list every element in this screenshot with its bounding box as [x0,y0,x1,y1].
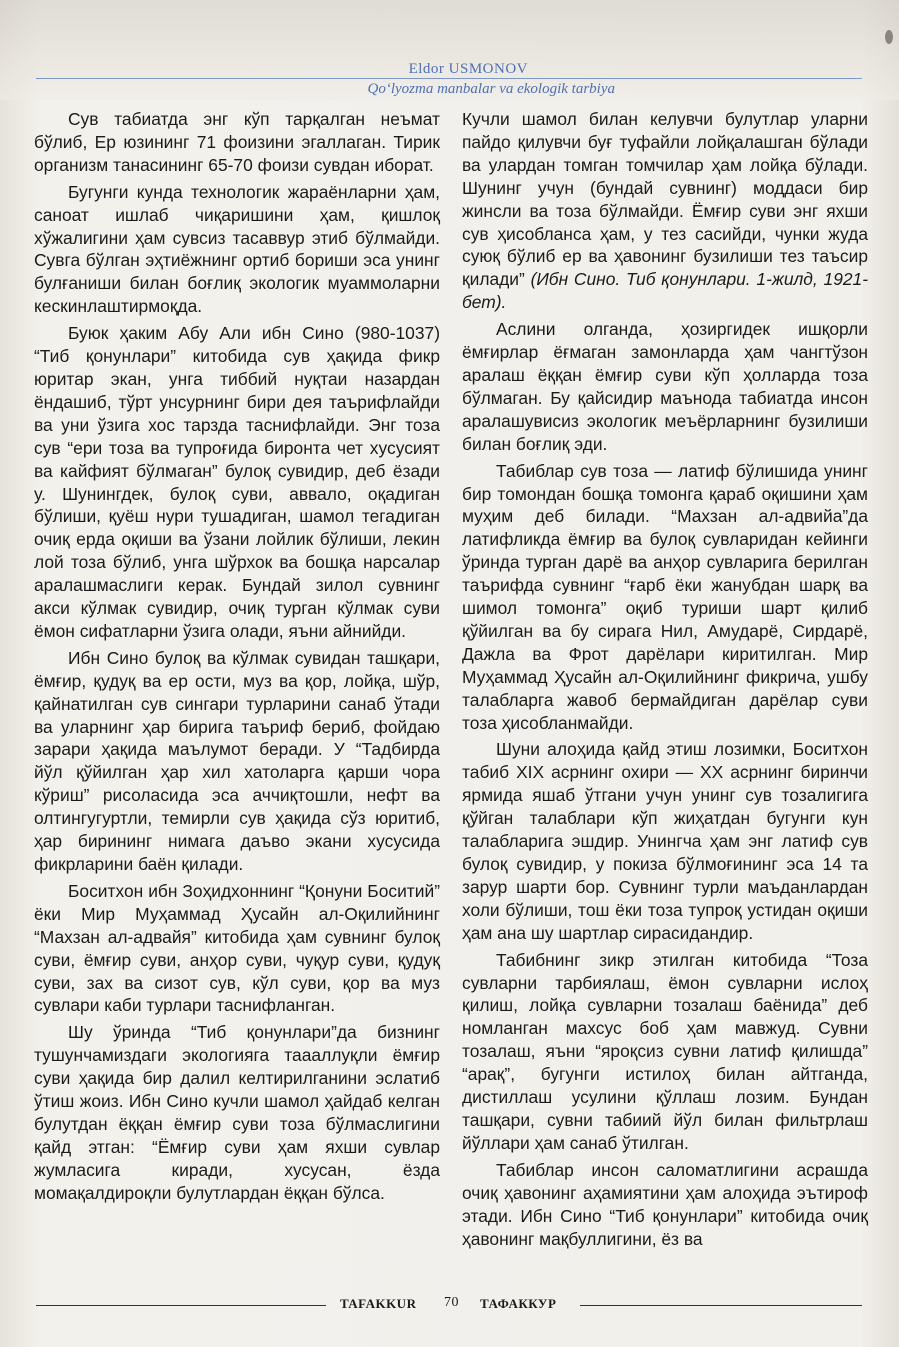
author-name: Eldor USMONOV [408,61,528,77]
paragraph: Табиблар инсон саломатлигини асрашда очиқ ҳавонинг аҳамиятини ҳам алоҳида эътироф этади. Ибн Сино “Тиб қонунлари” китобида очиқ ҳавонинг мақбуллигини, ёз ва [462,1159,868,1249]
paragraph: Буюк ҳаким Абу Али ибн Сино (980-1037) “Тиб қонунлари” китобида сув ҳақида фикр юритар экан, унга тиббий нуқтаи назардан ёндашиб, тўрт унсурнинг бири дея таърифлайди ва уни ўзига хос тарзда таснифлайди. Энг тоза сув “ери тоза ва тупроғида биронта чет хусусият ва кайфият бўлмаган” булоқ сувидир, деб ёзади у. Шунингдек, булоқ суви, аввало, оқадиган бўлиши, қуёш нури тушадиган, шамол тегадиган очиқ ерда оқиши ва ўзани лойлик бўлиши, лекин лой тоза бўлиб, унга шўрхок ва бошқа нарсалар аралашмаслиги керак. Бундай зилол сувнинг акси кўлмак сувидир, очиқ турган кўлмак суви ёмон сифатларни ўзига олади, яъни айнийди. [34,323,440,641]
footer-label-cyrillic: ТАФАККУР [480,1296,557,1311]
running-head [0,60,860,78]
paragraph: Шуни алоҳида қайд этиш лозимки, Боситхон табиб XIX асрнинг охири — XX асрнинг биринчи ярмида яшаб ўтгани учун унинг сув тозалигига қўйган талаблари кўп жиҳатдан бугунги кун талабларига эшдир. Унингча ҳам энг латиф сув булоқ сувидир, у покиза бўлмоғининг эса 14 та зарур шарти бор. Сувнинг турли маъданлардан холи бўлиши, тош ёки тоза тупроқ устидан оқиши ҳам ана шу шартлар сирасидандир. [462,739,868,943]
paragraph: Ибн Сино булоқ ва кўлмак сувидан ташқари, ёмғир, қудуқ ва ер ости, муз ва қор, лойқа, шўр, қайнатилган сув сингари турларини санаб ўтади ва уларнинг ҳар бирига таъриф бериб, фойдаю зарари ҳақида маълумот беради. У “Тадбирда йўл қўйилган ҳар хил хатоларга қарши чора кўриш” рисоласида эса аччиқтошли, нефт ва олтингугуртли, темирли сув ҳақида сўз юритиб, ҳар бирининг нимага даъво экани хусусида фикрларини баён қилади. [34,647,440,874]
left-column [34,108,440,1209]
citation: (Ибн Сино. Тиб қонунлари. 1-жилд, 1921-бет). [462,269,869,313]
article-subtitle: Qo‘lyozma manbalar va ekologik tarbiya [367,81,615,97]
article-body [0,108,899,1278]
footer-rule-left [36,1305,326,1306]
page-number: 70 [444,1295,459,1310]
paragraph: Аслини олганда, ҳозиргидек ишқорли ёмғирлар ёғмаган замонларда ҳам чангтўзон аралаш ёққан ёмғир суви кўп ҳолларда тоза бўлмаган. Бу қайсидир маънода табиатда инсон аралашувисиз экологик меъёрларнинг бузилиши билан боғлиқ эди. [462,319,868,454]
running-head-subtitle [0,80,860,98]
header-rule [36,78,862,79]
quote-continuation: Кучли шамол билан келувчи булутлар уларни пайдо қилувчи буғ туфайли лойқалашган бўлади ва улардан томган томчилар ҳам лойқа бўлади. Шунинг учун (бундай сувнинг) моддаси бир жинсли ва тоза бўлмайди. Ёмғир суви энг яхши сув ҳисобланса ҳам, у тез сасийди, чунки жуда суюқ бўлиб ер ва ҳавонинг бузилиши тез таъсир қилади” [462,109,868,290]
paragraph: Табибнинг зикр этилган китобида “Тоза сувларни тарбиялаш, ёмон сувларни ислоҳ қилиш, лойқа сувларни тозалаш баёнида” деб номланган махсус боб ҳам мавжуд. Сувни тозалаш, яъни “яроқсиз сувни латиф қилишда” “арақ”, бугунги истилоҳ билан айтганда, дистиллаш усулини қўллаш лозим. Бундан ташқари, сувни табиий йўл билан фильтрлаш йўллари ҳам санаб ўтилган. [462,949,868,1153]
footer-label-latin: TAFAKKUR [340,1296,417,1311]
paragraph: Табиблар сув тоза — латиф бўлишида унинг бир томондан бошқа томонга қараб оқишини ҳам муҳим деб билади. “Махзан ал-адвийа”да латифликда ёмғир ва булоқ сувларидан кейинги ўринда турган дарё ва анҳор сувларига берилган таърифда сувнинг “ғарб ёки жанубдан шарқ ва шимол томонга” оқиб туриши шарт қилиб қўйилган ва бу сирага Нил, Амударё, Сирдарё, Дажла ва Фрот дарёлари киритилган. Мир Муҳаммад Ҳусайн ал-Оқилийнинг фикрича, ушбу талабларга жавоб бермайдиган дарёлар суви тоза ҳисобланмайди. [462,460,868,733]
paragraph: Сув табиатда энг кўп тарқалган неъмат бўлиб, Ер юзининг 71 фоизини эгаллаган. Тирик организм танасининг 65-70 фоизи сувдан иборат. [34,109,440,175]
footer-rule-right [580,1305,862,1306]
paragraph: Шу ўринда “Тиб қонунлари”да бизнинг тушунчамиздаги экологияга таааллуқли ёмғир суви ҳақида бир далил келтирилганини эслатиб ўтиш жоиз. Ибн Сино кучли шамол ҳайдаб келган булутдан ёққан ёмғир суви тоза бўлмаслигини қайд этган: “Ёмғир суви ҳам яхши сувлар жумласига киради, хусусан, ёзда момақалдироқли булутлардан ёққан бўлса. [34,1022,440,1203]
right-column [462,108,868,1254]
paragraph: Боситхон ибн Зоҳидхоннинг “Қонуни Боситий” ёки Мир Муҳаммад Ҳусайн ал-Оқилийнинг “Махзан ал-адвайя” китобида ҳам сувнинг булоқ суви, ёмғир суви, анҳор суви, чуқур суви, қудуқ суви, зах ва сизот сув, кўл суви, қор ва муз сувлари каби турлари таснифланган. [34,880,440,1016]
paragraph [462,108,868,314]
paragraph: Бугунги кунда технологик жараёнларни ҳам, саноат ишлаб чиқаришини ҳам, қишлоқ хўжалигини ҳам сувсиз тасаввур этиб бўлмайди. Сувга бўлган эҳтиёжнинг ортиб бориши эса унинг булғаниши билан боғлиқ экологик муаммоларни кескинлаштирмоқда. [34,181,440,317]
page-footer [36,1296,862,1316]
page-speck [885,30,893,44]
